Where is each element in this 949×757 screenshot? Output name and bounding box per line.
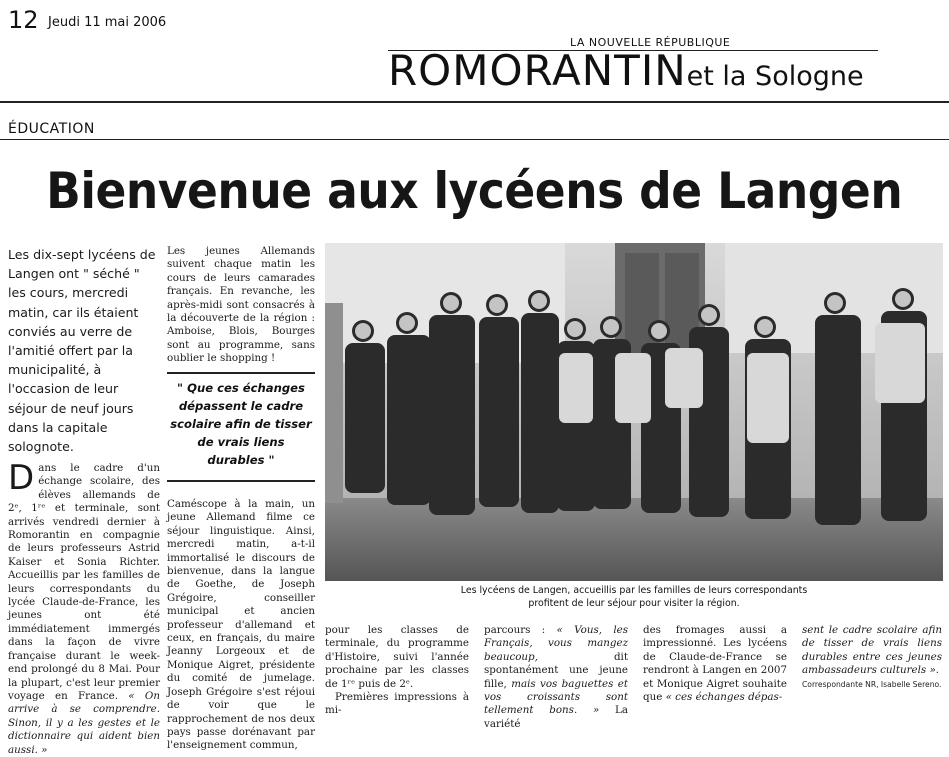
photo-caption (325, 584, 943, 610)
group-photo (325, 243, 943, 581)
col4-body-a: parcours : (484, 624, 546, 636)
col6-quote: sent le cadre scolaire afin de tisser de vrais liens durables entre ces jeunes ambassadeurs culturels ». (802, 624, 942, 677)
photo-caption-line-1: Les lycéens de Langen, accueillis par les familles de leurs correspondants (460, 585, 808, 596)
group-photo-illustration (325, 243, 943, 581)
header-rule (0, 101, 949, 103)
page-date: Jeudi 11 mai 2006 (48, 15, 167, 30)
article-column-3 (325, 624, 469, 718)
col2-body-bottom: Caméscope à la main, un jeune Allemand filme ce séjour linguistique. Ainsi, mercredi matin, a-t-il immortalisé le discours de bienvenue, dans la langue de Goethe, de Joseph Grégoire, conseiller municipal et ancien professeur d'allemand et ceux, en français, du maire Jeanny Lorgeoux et de Monique Aigret, présidente du comité de jumelage. Joseph Grégoire s'est réjoui de voir que le rapprochement de nos deux pays passe dorénavant par l'enseignement commun, (167, 498, 315, 752)
article-column-2-top (167, 245, 315, 366)
photo-caption-line-2: profitent de leur séjour pour visiter la région. (528, 598, 740, 609)
pull-quote-rule-bottom (167, 480, 315, 482)
col5-quote: « ces échanges dépas- (665, 691, 783, 704)
col4-body-b: dit spontanément une jeune fille, (484, 650, 628, 690)
article-column-4 (484, 624, 628, 731)
pull-quote: " Que ces échanges dépassent le cadre scolaire afin de tisser de vrais liens durables " (170, 381, 312, 467)
drop-cap: D (8, 458, 35, 498)
page-number: 12 (8, 6, 39, 34)
newspaper-masthead: LA NOUVELLE RÉPUBLIQUE (570, 36, 731, 49)
col5-body: des fromages aussi a impressionné. Les lycéens de Claude-de-France se rendront à Langen en 2007 et Monique Aigret souhaite que (643, 624, 787, 704)
city-region: et la Sologne (686, 61, 864, 92)
col1-body: ans le cadre d'un échange scolaire, des élèves allemands de 2ᵉ, 1ʳᵉ et terminale, sont arrivés vendredi dernier à Romorantin en compagnie de leurs professeurs Astrid Kaiser et Sonia Richter. Accueillis par les familles de leurs correspondants du lycée Claude-de-France, les jeunes ont été immédiatement immergés dans la façon de vivre française durant le week-end prolongé du 8 Mai. Pour la plupart, c'est leur premier voyage en France. (8, 462, 160, 702)
article-column-1 (8, 458, 160, 757)
col3-body-b: Premières impressions à mi- (325, 691, 469, 717)
section-label: ÉDUCATION (8, 121, 95, 137)
article-column-5 (643, 624, 787, 704)
article-headline: Bienvenue aux lycéens de Langen (46, 162, 903, 220)
col4-body-c: La variété (484, 704, 628, 730)
city-name: ROMORANTIN (388, 46, 687, 95)
section-rule (0, 139, 949, 140)
col1-quote: « On arrive à se comprendre. Sinon, il y a les gestes et le dictionnaire qui aident bien aussi. » (8, 689, 160, 756)
photo-credit: Correspondante NR, Isabelle Sereno. (802, 680, 942, 689)
col2-body-top: Les jeunes Allemands suivent chaque matin les cours de leurs camarades français. En revanche, les après-midi sont consacrés à la découverte de la région : Amboise, Blois, Bourges sont au programme, sans oublier le shopping ! (167, 245, 315, 365)
city-banner (388, 46, 864, 102)
col4-quote: « Vous, les Français, vous mangez beaucoup, (484, 624, 628, 663)
article-column-2-bottom (167, 498, 315, 753)
article-lead: Les dix-sept lycéens de Langen ont " séché " les cours, mercredi matin, car ils étaient conviés au verre de l'amitié offert par la municipalité, à l'occasion de leur séjour de neuf jours dans la capitale solognote. (8, 247, 156, 455)
col3-body: pour les classes de terminale, du programme d'Histoire, suivi l'année prochaine par les classes de 1ʳᵉ puis de 2ᵉ. (325, 624, 469, 690)
article-column-6 (802, 624, 942, 678)
col4-quote-b: mais vos baguettes et vos croissants sont tellement bons. » (484, 677, 628, 717)
pull-quote-rule-top (167, 372, 315, 374)
